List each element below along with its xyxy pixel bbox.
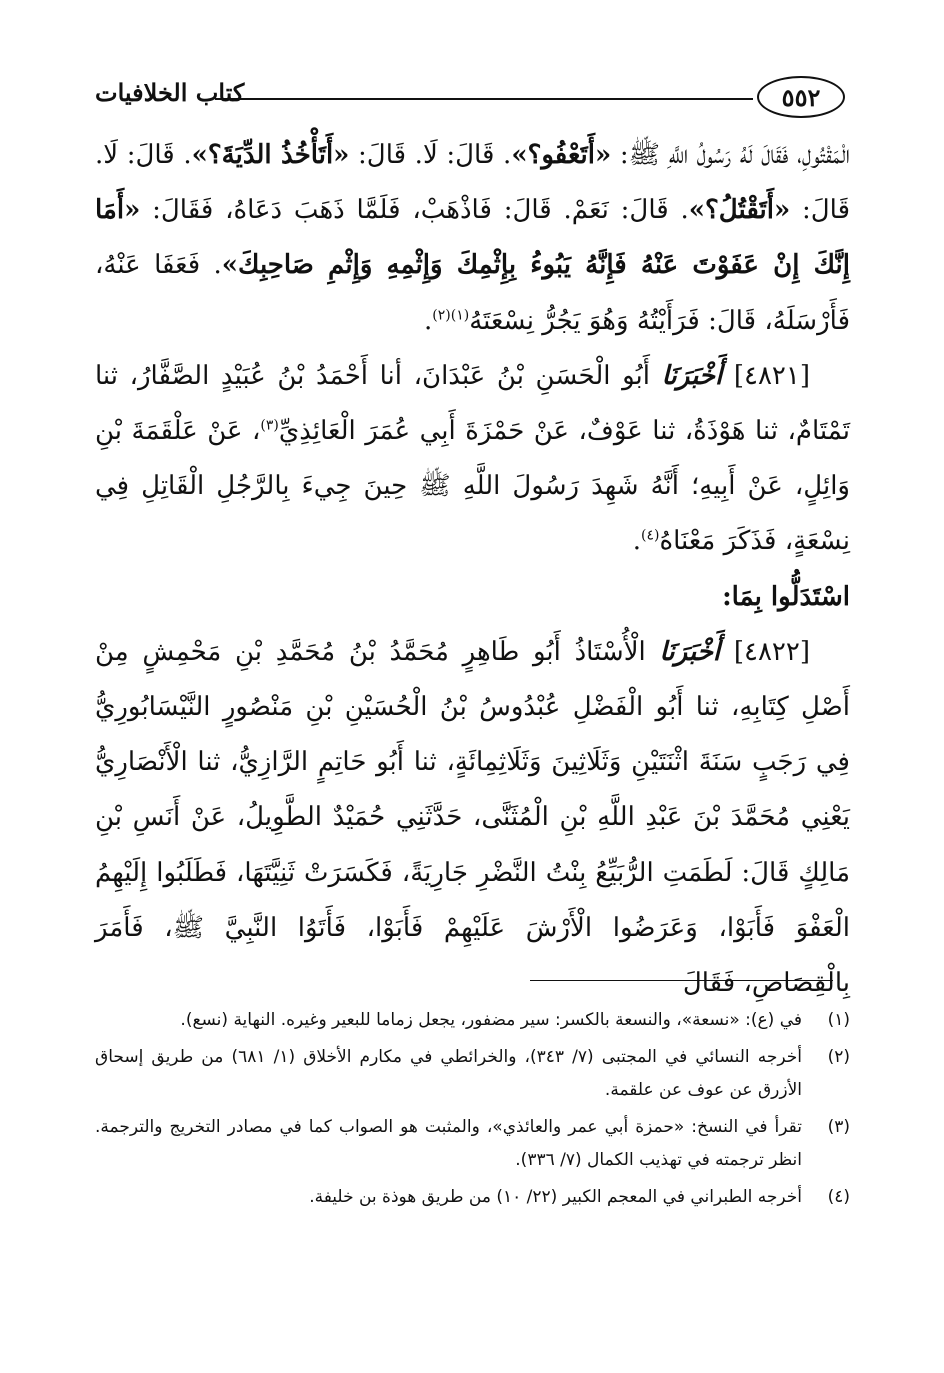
akhbarana-marker: أَخْبَرَنَا — [659, 636, 721, 667]
main-text — [95, 128, 850, 1011]
paragraph-4822 — [95, 625, 850, 1011]
footnote-number: (٣) — [827, 1117, 850, 1137]
footnote — [95, 1004, 850, 1037]
footnote-divider — [530, 980, 833, 981]
header-divider — [215, 98, 753, 100]
text-run: . — [632, 526, 642, 557]
footnote-text: أخرجه النسائي في المجتبى (٧/ ٣٤٣)، والخرائطي في مكارم الأخلاق (١/ ٦٨١) من طريق إسحاق الأزرق عن عوف عن علقمة. — [95, 1047, 802, 1100]
hadith-number: [٤٨٢١] — [733, 360, 810, 391]
footnote — [95, 1041, 850, 1107]
text-run: . فَعَفَا عَنْهُ، فَأَرْسَلَهُ، قَالَ: فَرَأَيْتُهُ وَهُوَ يَجُرُّ نِسْعَتَهُ — [95, 250, 850, 336]
page-number: ٥٥٢ — [757, 76, 845, 118]
footnote-ref: (٣) — [260, 417, 279, 434]
text-run: ، عَنْ عَلْقَمَةَ بْنِ وَائِلٍ، عَنْ أَبِيهِ؛ أَنَّهُ شَهِدَ رَسُولَ اللَّهِ ﷺ حِينَ جِيءَ بِالرَّجُلِ الْقَاتِلِ فِي نِسْعَةٍ، فَذَكَرَ مَعْنَاهُ — [95, 416, 850, 557]
footnote-text: أخرجه الطبراني في المعجم الكبير (٢٢/ ١٠) من طريق هوذة بن خليفة. — [309, 1187, 802, 1207]
paragraph-4821 — [95, 349, 850, 570]
text-run: . قَالَ: نَعَمْ. قَالَ: فَاذْهَبْ، فَلَمَّا ذَهَبَ دَعَاهُ، فَقَالَ: — [140, 195, 689, 226]
text-run: أَبُو الْحَسَنِ بْنُ عَبْدَانَ، أنا أَحْمَدُ بْنُ عُبَيْدٍ الصَّفَّارُ، ثنا تَمْتَامٌ، ثنا هَوْذَةُ، ثنا عَوْفٌ، عَنْ حَمْزَةَ أَبِي عُمَرَ الْعَائِذِيِّ — [95, 360, 851, 447]
footnote-number: (٢) — [827, 1047, 850, 1067]
text-run: . قَالَ: لَا. قَالَ: — [95, 140, 851, 226]
hadith-quote: «أَتَأْخُذُ الدِّيَةَ؟» — [191, 140, 350, 170]
footnote-number: (١) — [827, 1010, 850, 1030]
footnote-ref: (١)(٢) — [432, 306, 470, 323]
footnote-text: في (ع): «نسعة»، والنسعة بالكسر: سير مضفور، يجعل زماما للبعير وغيره. النهاية (نسع). — [180, 1010, 802, 1030]
text-run: . قَالَ: لَا. قَالَ: — [349, 140, 512, 170]
footnote-number: (٤) — [827, 1187, 850, 1207]
text-run: الْمَقْتُولِ، فَقَالَ لَهُ رَسُولُ اللَّهِ ﷺ: — [611, 140, 851, 170]
footnotes — [95, 1004, 850, 1218]
footnote-ref: (٤) — [641, 527, 660, 544]
footnote — [95, 1181, 850, 1214]
text-run: الْأُسْتَاذُ أَبُو طَاهِرٍ مُحَمَّدُ بْنُ مُحَمَّدِ بْنِ مَحْمِشٍ مِنْ أَصْلِ كِتَابِهِ، ثنا أَبُو الْفَضْلِ عُبْدُوسُ بْنُ الْحُسَيْنِ بْنِ مَنْصُورٍ النَّيْسَابُورِيُّ فِي رَجَبٍ سَنَةَ اثْنَتَيْنِ وَثَلَاثِينَ وَثَلَاثِمِائَةٍ، ثنا أَبُو حَاتِمٍ الرَّازِيُّ، ثنا الْأَنْصَارِيُّ يَعْنِي مُحَمَّدَ بْنَ عَبْدِ اللَّهِ بْنِ الْمُثَنَّى، حَدَّثَنِي حُمَيْدٌ الطَّوِيلُ، عَنْ أَنَسِ بْنِ مَالِكٍ قَالَ: لَطَمَتِ الرُّبَيِّعُ بِنْتُ النَّضْرِ جَارِيَةً، فَكَسَرَتْ ثَنِيَّتَهَا، فَطَلَبُوا إِلَيْهِمُ الْعَفْوَ فَأَبَوْا، وَعَرَضُوا الْأَرْشَ عَلَيْهِمْ فَأَبَوْا، فَأَتَوُا النَّبِيَّ ﷺ، فَأَمَرَ بِالْقِصَاصِ، فَقَالَ — [95, 636, 850, 999]
hadith-number: [٤٨٢٢] — [733, 636, 810, 667]
footnote — [95, 1111, 850, 1177]
paragraph-continuation — [95, 128, 850, 349]
hadith-quote: «أَمَا إِنَّكَ إِنْ عَفَوْتَ عَنْهُ فَإِنَّهُ يَبُوءُ بِإِثْمِكَ وَإِثْمِهِ وَإِثْمِ صَاحِبِكَ» — [95, 195, 850, 281]
hadith-quote: «أَتَقْتُلُ؟» — [688, 195, 791, 226]
book-title: كتاب الخلافيات — [95, 78, 245, 107]
text-run: . — [424, 305, 433, 336]
section-heading: اسْتَدَلُّوا بِمَا: — [722, 581, 850, 612]
footnote-text: تقرأ في النسخ: «حمزة أبي عمر والعائذي»، والمثبت هو الصواب كما في مصادر التخريج والترجمة. انظر ترجمته في تهذيب الكمال (٧/ ٣٣٦). — [95, 1117, 802, 1170]
hadith-quote: «أَتَعْفُو؟» — [511, 140, 612, 170]
akhbarana-marker: أَخْبَرَنَا — [661, 360, 723, 391]
page-header — [95, 76, 845, 122]
